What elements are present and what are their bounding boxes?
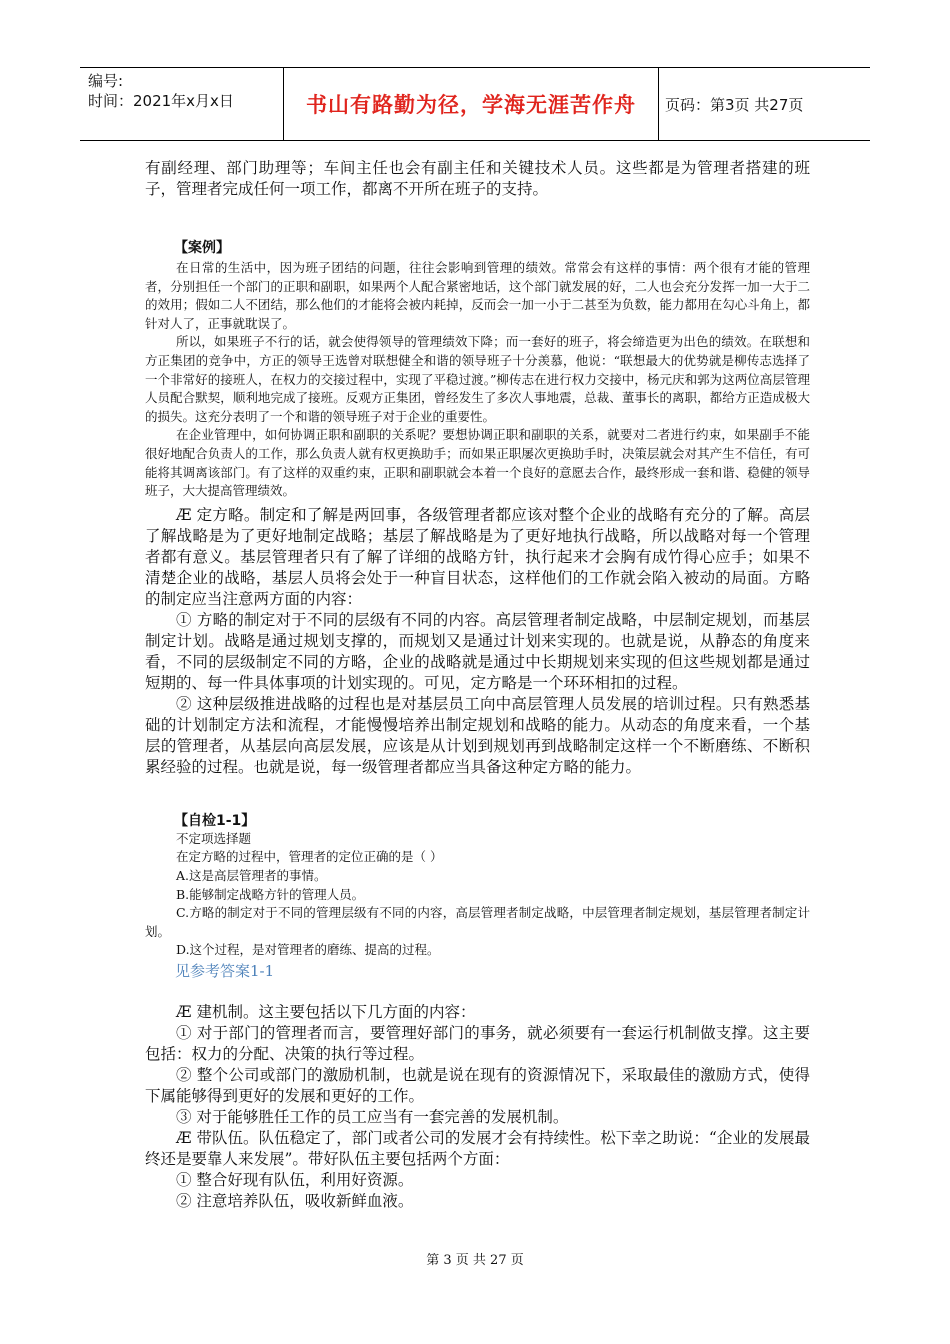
case-paragraph: 在日常的生活中，因为班子团结的问题，往往会影响到管理的绩效。常常会有这样的事情：两个很有才能的管理者，分别担任一个部门的正职和副职，如果两个人配合紧密地话，这个部门就发展的好，二人也会充分发挥一加一大于二的效用；假如二人不团结，那么他们的才能将会被内耗掉，反而会一加一小于二甚至为负数，能力都用在勾心斗角上，都针对人了，正事就耽误了。 [145,260,810,331]
answer-reference-link[interactable]: 见参考答案1-1 [175,961,275,980]
header-page-info: 页码：第3页 共27页 [665,95,804,114]
document-number-label: 编号: [88,72,124,90]
team-point-2: ② 注意培养队伍，吸收新鲜血液。 [176,1191,414,1210]
case-paragraph: 所以，如果班子不行的话，就会使得领导的管理绩效下降；而一套好的班子，将会缔造更为出色的绩效。在联想和方正集团的竞争中，方正的领导王选曾对联想健全和谐的领导班子十分羡慕，他说：“联想最大的优势就是柳传志选择了一个非常好的接班人，在权力的交接过程中，实现了平稳过渡。”柳传志在进行权力交接中，杨元庆和郭为这两位高层管理人员配合默契，顺利地完成了接班。反观方正集团，曾经发生了多次人事地震，总裁、董事长的离职，都给方正造成极大的损失。这充分表明了一个和谐的领导班子对于企业的重要性。 [145,334,810,424]
case-paragraph: 在企业管理中，如何协调正职和副职的关系呢？要想协调正职和副职的关系，就要对二者进行约束，如果副手不能很好地配合负责人的工作，那么负责人就有权更换助手；而如果正职屡次更换助手时，决策层就会对其产生不信任，有可能将其调离该部门。有了这样的双重约束，正职和副职就会本着一个良好的意愿去合作，最终形成一套和谐、稳健的领导班子，大大提高管理绩效。 [145,427,810,499]
team-heading: Æ 带队伍。队伍稳定了，部门或者公司的发展才会有持续性。松下幸之助说：“企业的发展最终还是要靠人来发展”。带好队伍主要包括两个方面： [145,1128,810,1168]
page-footer: 第 3 页 共 27 页 [426,1253,524,1268]
mechanism-point-3: ③ 对于能够胜任工作的员工应当有一套完善的发展机制。 [176,1107,569,1126]
case-title: 【案例】 [174,240,230,256]
mechanism-point-2: ② 整个公司或部门的激励机制，也就是说在现有的资源情况下，采取最佳的激励方式，使得下属能够得到更好的发展和更好的工作。 [145,1065,810,1105]
intro-paragraph: 有副经理、部门助理等；车间主任也会有副主任和关键技术人员。这些都是为管理者搭建的班子，管理者完成任何一项工作，都离不开所在班子的支持。 [145,159,810,198]
team-point-1: ① 整合好现有队伍，利用好资源。 [176,1170,414,1189]
selfcheck-title: 【自检1-1】 [174,812,256,829]
mechanism-point-1: ① 对于部门的管理者而言，要管理好部门的事务，就必须要有一套运行机制做支撑。这主要包括：权力的分配、决策的执行等过程。 [145,1023,810,1063]
strategy-paragraph: Æ 定方略。制定和了解是两回事，各级管理者都应该对整个企业的战略有充分的了解。高层了解战略是为了更好地制定战略；基层了解战略是为了更好地执行战略，所以战略对每一个管理者都有意义。基层管理者只有了解了详细的战略方针，执行起来才会胸有成竹得心应手；如果不清楚企业的战略，基层人员将会处于一种盲目状态，这样他们的工作就会陷入被动的局面。方略的制定应当注意两方面的内容： [145,505,810,608]
page-header [80,67,870,141]
selfcheck-option-d: D.这个过程，是对管理者的磨练、提高的过程。 [176,942,440,958]
selfcheck-line: 不定项选择题 [176,830,252,846]
selfcheck-option-a: A.这是高层管理者的事情。 [176,867,327,883]
document-time-label: 时间：2021年x月x日 [88,92,234,110]
strategy-point-2: ② 这种层级推进战略的过程也是对基层员工向中高层管理人员发展的培训过程。只有熟悉基础的计划制定方法和流程，才能慢慢培养出制定规划和战略的能力。从动态的角度来看，一个基层的管理者，从基层向高层发展，应该是从计划到规划再到战略制定这样一个不断磨练、不断积累经验的过程。也就是说，每一级管理者都应当具备这种定方略的能力。 [145,694,810,776]
mechanism-heading: Æ 建机制。这主要包括以下几方面的内容： [176,1002,476,1021]
header-meta [80,68,284,140]
selfcheck-option-c: C.方略的制定对于不同的管理层级有不同的内容，高层管理者制定战略，中层管理者制定规划，基层管理者制定计划。 [145,905,810,939]
selfcheck-question: 在定方略的过程中，管理者的定位正确的是（ ） [176,849,443,865]
header-motto: 书山有路勤为径，学海无涯苦作舟 [284,68,659,140]
selfcheck-option-b: B.能够制定战略方针的管理人员。 [176,886,365,902]
document-body [145,158,810,1212]
strategy-point-1: ① 方略的制定对于不同的层级有不同的内容。高层管理者制定战略，中层制定规划，而基层制定计划。战略是通过规划支撑的，而规划又是通过计划来实现的。也就是说，从静态的角度来看，不同的层级制定不同的方略，企业的战略就是通过中长期规划来实现的但这些规划都是通过短期的、每一件具体事项的计划实现的。可见，定方略是一个环环相扣的过程。 [145,610,810,692]
